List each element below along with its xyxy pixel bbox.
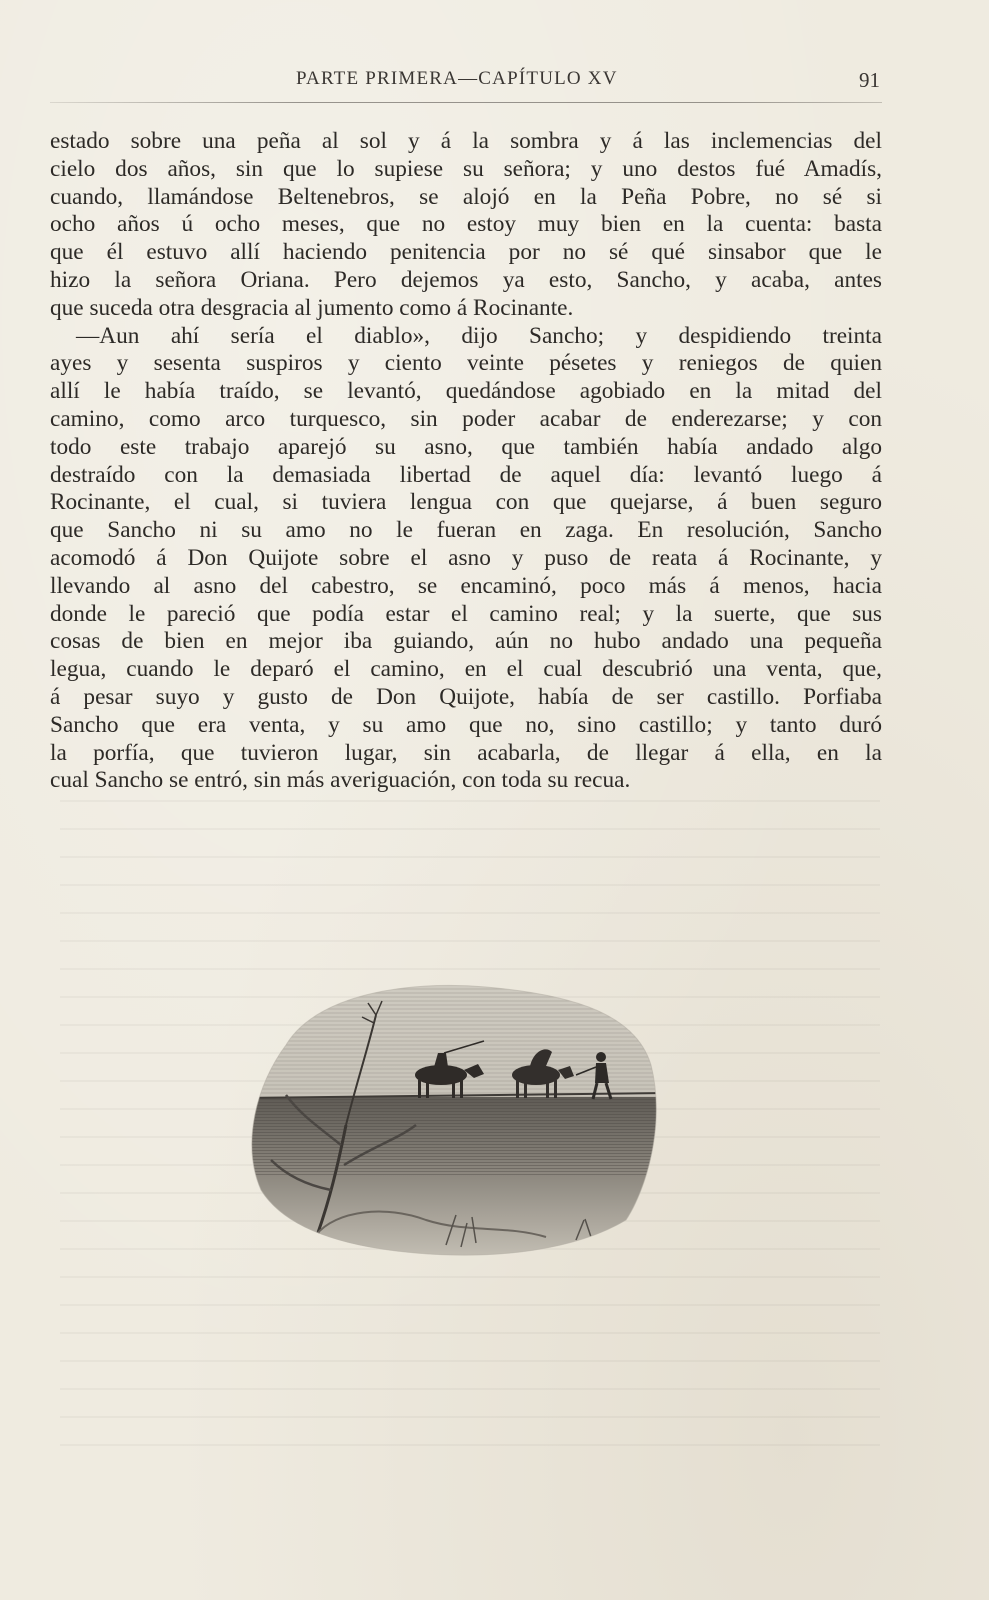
text-line: hizo la señora Oriana. Pero dejemos ya esto, Sancho, y acaba, antes: [50, 266, 882, 293]
page-header: [50, 68, 882, 96]
text-line: legua, cuando le deparó el camino, en el cual descubrió una venta, que,: [50, 656, 882, 683]
text-line: ayes y sesenta suspiros y ciento veinte pésetes y reniegos de quien: [50, 350, 882, 377]
text-line: destraído con la demasiada libertad de aquel día: levantó luego á: [50, 461, 882, 488]
text-line: que Sancho ni su amo no le fueran en zaga. En resolución, Sancho: [50, 517, 882, 544]
text-line: estado sobre una peña al sol y á la sombra y á las inclemencias del: [50, 128, 882, 154]
body-text: [50, 128, 882, 795]
text-line: cosas de bien en mejor iba guiando, aún no hubo andado una pequeña: [50, 628, 882, 655]
running-head: PARTE PRIMERA—CAPÍTULO XV: [296, 68, 618, 89]
text-line: la porfía, que tuvieron lugar, sin acabarla, de llegar á ella, en la: [50, 739, 882, 766]
text-line: Rocinante, el cual, si tuviera lengua con que quejarse, á buen seguro: [50, 489, 882, 516]
vignette-engraving: [246, 975, 666, 1265]
text-line: ocho años ú ocho meses, que no estoy muy bien en la cuenta: basta: [50, 211, 882, 238]
text-line: á pesar suyo y gusto de Don Quijote, había de ser castillo. Porfiaba: [50, 683, 882, 710]
text-line: cuando, llamándose Beltenebros, se alojó en la Peña Pobre, no sé si: [50, 183, 882, 210]
text-line: camino, como arco turquesco, sin poder acabar de enderezarse; y con: [50, 405, 882, 432]
text-line: allí le había traído, se levantó, quedándose agobiado en la mitad del: [50, 378, 882, 405]
page-number: 91: [859, 68, 880, 92]
text-line: donde le pareció que podía estar el camino real; y la suerte, que sus: [50, 600, 882, 627]
text-line: que él estuvo allí haciendo penitencia por no sé qué sinsabor que le: [50, 239, 882, 266]
text-line: llevando al asno del cabestro, se encaminó, poco más á menos, hacia: [50, 572, 882, 599]
engraving-icon: [246, 975, 666, 1265]
text-line: Sancho que era venta, y su amo que no, sino castillo; y tanto duró: [50, 711, 882, 738]
header-rule: [50, 102, 882, 103]
text-line: cual Sancho se entró, sin más averiguación, con toda su recua.: [50, 767, 631, 794]
text-line: todo este trabajo aparejó su asno, que también había andado algo: [50, 433, 882, 460]
text-line: cielo dos años, sin que lo supiese su señora; y uno destos fué Amadís,: [50, 155, 882, 182]
text-line: —Aun ahí sería el diablo», dijo Sancho; y despidiendo treinta: [76, 322, 882, 349]
text-line: acomodó á Don Quijote sobre el asno y puso de reata á Rocinante, y: [50, 544, 882, 571]
text-line: que suceda otra desgracia al jumento como á Rocinante.: [50, 294, 574, 321]
